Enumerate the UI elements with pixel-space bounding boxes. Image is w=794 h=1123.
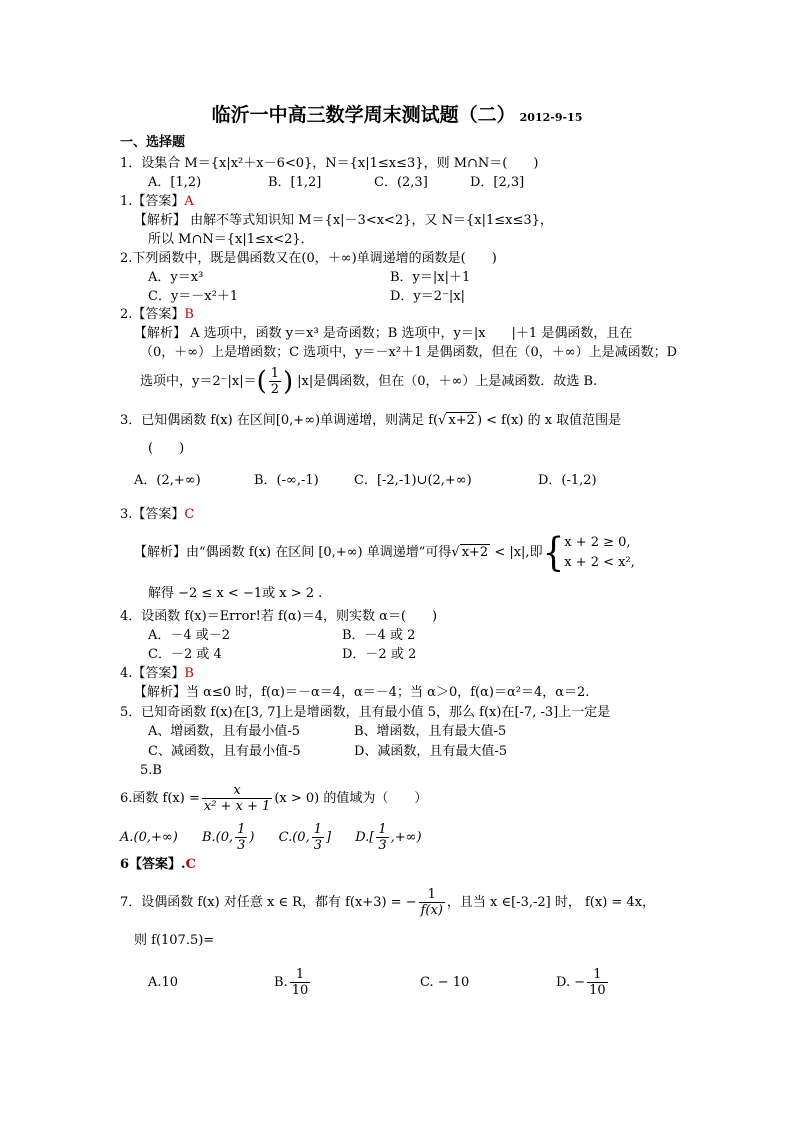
q2-exp3-suffix: |x|是偶函数，但在（0，＋∞）上是减函数．故选 B. <box>297 374 598 389</box>
q3-stem-c: 单调递增，则满足 f( <box>320 413 439 428</box>
q7-option-b <box>274 966 312 1000</box>
q6-answer-value: C <box>185 857 196 872</box>
q4-option-c: C．－2 或 4 <box>148 647 222 662</box>
q4-answer-value: B <box>184 666 194 681</box>
q3-stem: 3．已知偶函数 f(x) 在区间[0,+∞)单调递增，则满足 f(√ x+2 ) < f(x) 的 x 取值范围是 <box>120 413 622 428</box>
q6-option-d-pre: D.[ <box>355 830 375 845</box>
q6-option-b-pre: B.(0, <box>201 830 234 845</box>
q6-d-num: 1 <box>378 822 387 837</box>
q3-exp-sqrt: x+2 <box>461 545 489 560</box>
q4-answer <box>120 665 194 683</box>
q2-option-b: B．y＝|x|＋1 <box>390 270 471 285</box>
page-title <box>0 100 794 127</box>
q7-b-num: 1 <box>290 967 311 983</box>
q2-stem: 2.下列函数中，既是偶函数又在(0，＋∞)单调递增的函数是( ) <box>120 251 497 266</box>
q5-answer: 5.B <box>140 763 162 778</box>
q6-option-c-pre: C.(0, <box>278 830 310 845</box>
q2-frac-den: 2 <box>270 382 280 397</box>
q3-option-a: A．(2,+∞) <box>134 473 201 488</box>
q6-fraction <box>202 783 272 814</box>
q3-explanation: 【解析】由“偶函数 f(x) 在区间 [0,+∞) 单调递增”可得√ x+2 < |x|,即{ x + 2 ≥ 0, x + 2 < x², <box>134 529 635 576</box>
q5-option-d: D、减函数，且有最大值-5 <box>354 744 508 759</box>
q1-answer <box>120 193 194 211</box>
q2-exp3-prefix: 选项中，y＝2⁻|x|＝ <box>140 374 257 389</box>
q2-answer-label: 2.【答案】 <box>120 307 185 322</box>
section-heading: 一、选择题 <box>120 135 186 150</box>
q6-option-b-post: ) <box>249 830 255 845</box>
q2-answer-value: B <box>184 307 194 322</box>
q7-b-den: 10 <box>291 983 309 998</box>
q7-d-num: 1 <box>587 967 608 983</box>
q3-system-line-2: x + 2 < x², <box>564 554 635 570</box>
title-text: 临沂一中高三数学周末测试题（二） <box>211 104 516 126</box>
q6-c-num: 1 <box>313 822 322 837</box>
q4-option-d: D．－2 或 2 <box>342 647 417 662</box>
q6-d-den: 3 <box>378 838 387 853</box>
q1-stem: 1．设集合 M＝{x|x²＋x－6<0}，N＝{x|1≤x≤3}，则 M∩N＝( ) <box>120 156 539 171</box>
q6-b-num: 1 <box>237 822 246 837</box>
q7-b-pre: B. <box>274 975 288 990</box>
q3-system-line-1: x + 2 ≥ 0, <box>564 534 631 550</box>
q2-option-a: A．y＝x³ <box>148 270 204 285</box>
q5-stem: 5．已知奇函数 f(x)在[3, 7]上是增函数，且有最小值 5，那么 f(x)在[-7, -3]上一定是 <box>120 705 611 720</box>
q4-explanation: 【解析】当 α≤0 时，f(α)＝－α＝4，α＝－4；当 α＞0，f(α)＝α²＝4，α＝2. <box>134 685 590 700</box>
q3-exp-b: < |x|,即 <box>490 545 543 560</box>
q7-stem-2: 则 f(107.5)= <box>134 933 215 948</box>
q1-explanation-2: 所以 M∩N＝{x|1≤x<2}． <box>148 232 314 247</box>
q5-option-a: A、增函数，且有最小值-5 <box>148 724 301 739</box>
q3-option-c: C．[-2,-1)∪(2,+∞) <box>354 473 472 488</box>
q7-stem <box>120 885 655 921</box>
q1-option-a: A．[1,2) <box>148 175 202 190</box>
q6-frac-num: x <box>202 783 272 799</box>
q5-option-c: C、减函数，且有最小值-5 <box>148 744 301 759</box>
q6-answer <box>120 856 196 874</box>
q1-option-c: C．(2,3] <box>374 175 428 190</box>
q7-stem-b: ，且当 x ∈[-3,-2] 时， f(x) = 4x， <box>446 895 656 910</box>
q1-option-b: B．[1,2] <box>268 175 322 190</box>
q3-stem-b: [0,+∞) <box>275 413 321 428</box>
q6-c-den: 3 <box>313 838 322 853</box>
q3-explanation-result: 解得 −2 ≤ x < −1或 x > 2 . <box>148 586 323 601</box>
q4-answer-label: 4.【答案】 <box>120 666 185 681</box>
q6-option-d-post: ,+∞) <box>390 830 422 845</box>
q6-b-den: 3 <box>237 838 246 853</box>
q7-stem-a: 7．设偶函数 f(x) 对任意 x ∈ R，都有 f(x+3) = − <box>120 895 417 910</box>
q1-option-d: D．[2,3] <box>470 175 525 190</box>
q4-option-b: B．－4 或 2 <box>342 628 416 643</box>
q2-fraction <box>269 366 281 397</box>
q3-paren: ( ) <box>148 441 185 456</box>
q6-frac-den: x² + x + 1 <box>203 799 271 814</box>
q3-answer-value: C <box>184 507 195 522</box>
title-date: 2012-9-15 <box>519 111 583 124</box>
q3-exp-a: 【解析】由“偶函数 f(x) 在区间 [0,+∞) 单调递增”可得 <box>134 545 452 560</box>
q7-d-pre: D. − <box>556 975 586 990</box>
q6-option-c-post: ] <box>325 830 332 845</box>
q2-option-d: D．y＝2⁻|x| <box>390 289 465 304</box>
q7-option-d <box>556 966 610 1000</box>
q6-stem-b: (x > 0) 的值域为（ ） <box>274 791 428 806</box>
q1-answer-value: A <box>184 194 194 209</box>
q4-option-a: A．－4 或－2 <box>148 628 231 643</box>
q3-stem-sqrt: x+2 <box>448 413 475 428</box>
q3-stem-a: 3．已知偶函数 f(x) 在区间 <box>120 413 276 428</box>
q2-option-c: C．y＝－x²＋1 <box>148 289 239 304</box>
q3-option-b: B．(-∞,-1) <box>254 473 319 488</box>
q5-option-b: B、增函数，且有最大值-5 <box>354 724 507 739</box>
q6-answer-label: 6【答案】. <box>120 857 186 872</box>
q6-option-a: A.(0,+∞) <box>120 830 178 845</box>
q2-frac-num: 1 <box>270 366 280 381</box>
q3-answer <box>120 506 194 524</box>
q2-explanation-1: 【解析】 A 选项中，函数 y＝x³ 是奇函数；B 选项中，y＝|x |＋1 是偶函数，且在 <box>134 326 633 341</box>
q6-stem <box>120 782 427 816</box>
q7-d-den: 10 <box>589 983 606 998</box>
q1-explanation-1: 【解析】 由解不等式知识知 M＝{x|－3<x<2}，又 N＝{x|1≤x≤3}， <box>134 213 553 228</box>
q1-answer-label: 1.【答案】 <box>120 194 185 209</box>
q2-answer <box>120 306 194 324</box>
q3-option-d: D．(-1,2) <box>538 473 597 488</box>
q6-stem-a: 6.函数 f(x) = <box>120 791 200 806</box>
q4-stem: 4．设函数 f(x)＝Error!若 f(α)＝4，则实数 α＝( ) <box>120 609 438 624</box>
q7-fraction <box>419 887 445 918</box>
q2-explanation-2: （0，＋∞）上是增函数；C 选项中，y＝－x²＋1 是偶函数，但在（0，＋∞）上是减函数；D <box>140 345 677 360</box>
q7-frac-den: f(x) <box>420 903 443 918</box>
q7-frac-num: 1 <box>419 887 445 903</box>
q3-system <box>564 533 635 573</box>
q7-option-c: C. − 10 <box>420 975 470 990</box>
q7-option-a: A.10 <box>148 975 179 990</box>
q2-explanation-3: 选项中，y＝2⁻|x|＝( $\frac{1}{2}$ ) |x|是偶函数，但在（0，＋∞）上是减函数．故选 B. <box>140 366 598 397</box>
q3-stem-e: ) < f(x) 的 x 取值范围是 <box>476 413 622 428</box>
q3-answer-label: 3.【答案】 <box>120 507 185 522</box>
q6-options <box>120 821 422 855</box>
